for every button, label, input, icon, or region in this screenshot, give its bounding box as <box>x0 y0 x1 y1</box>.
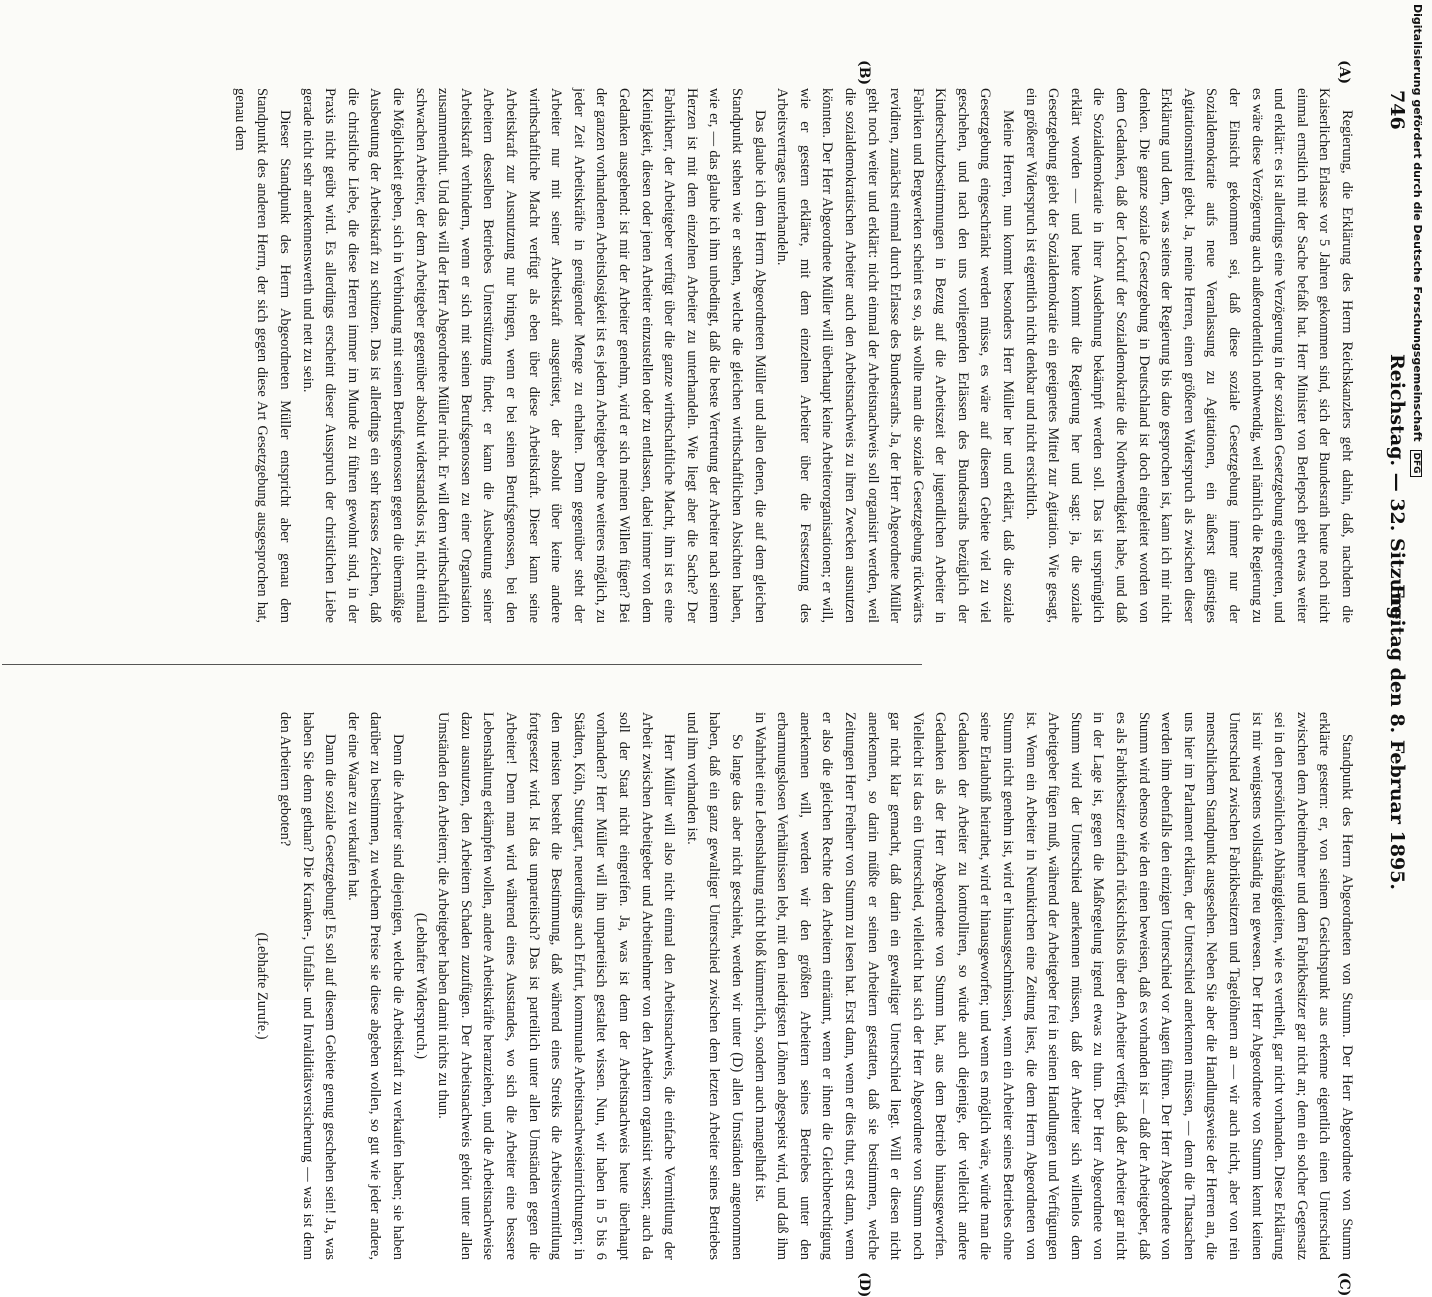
margin-mark-b: (B) <box>856 60 872 86</box>
digitization-credit <box>1410 4 1424 477</box>
paragraph: Dann die soziale Gesetzgebung! Es soll auf diesem Gebiete genug geschehen sein! Ja, was haben Sie denn gethan? Die Kranken-, Unfalls- und Invaliditätsversicherung — was ist denn den Arbeitern geboten? <box>277 712 339 1260</box>
interjection: (Lebhafte Zurufe.) <box>254 932 271 1040</box>
paragraph: Das glaube ich dem Herrn Abgeordneten Müller und allen denen, die auf dem gleichen Standpunkt stehen wie er stehen, welche die gleichen wirthschaftlichen Absichten haben, wie er, — das glaube ich ihm unbedingt, daß die beste Vertretung der Arbeiter nach seinem Herzen ist mit dem einzelnen Arbeiter zu unterhandeln. Wie liegt aber die Sache? Der Fabrikherr, der Arbeitgeber verfügt über die ganze wirthschaftliche Macht, ihm ist es eine Kleinigkeit, diesen oder jenen Arbeiter einzustellen oder zu entlassen, dabei immer von dem Gedanken ausgehend: ist mir der Arbeiter genehm, wird er sich meinen Willen fügen? Bei der ganzen vorhandenen Arbeitslosigkeit ist es jedem Arbeitgeber ohne weiteres möglich, zu jeder Zeit Arbeitskräfte in genügender Menge zu erhalten. Denn gegenüber steht der Arbeiter nur mit seiner Arbeitskraft ausgerüstet, der absolut über keine andere wirthschaftliche Macht verfügt als eben über diese Arbeitskraft. Dieser kann seine Arbeitskraft zur Ausnutzung nur bringen, wenn er bei seinen Berufsgenossen, bei den Arbeitern desselben Betriebes Unterstützung findet; er kann die Ausbeutung seiner Arbeitskraft verhindern, wenn er sich mit seinen Berufsgenossen zu einer Organisation zusammenthut. Und das will der Herr Abgeordnete Müller nicht. Er will dem wirthschaftlich schwachen Arbeiter, der dem Arbeitgeber gegenüber absolut widerstandslos ist, nicht einmal die Möglichkeit geben, sich in Verbindung mit seinen Berufsgenossen gegen die übermäßige Ausbeutung der Arbeitskraft zu schützen. Das ist allerdings ein sehr krasses Zeichen, daß die christliche Liebe, die diese Herren immer im Munde zu führen gewohnt sind, in der Praxis nicht geübt wird. Es allerdings erscheint dieser Ausspruch der christlichen Liebe gerade nicht sehr anerkennenswerth und nett zu sein. <box>299 88 768 623</box>
paragraph: So lange das aber nicht geschieht, werden wir unter (D) allen Umständen angenommen haben, daß ein ganz gewaltiger Unterschied zwischen dem letzten Arbeiter seines Betriebes und ihm vorhanden ist. <box>683 712 745 1260</box>
credit-text: Digitalisierung gefördert durch die Deutsche Forschungsgemeinschaft <box>1411 4 1424 442</box>
paragraph: Standpunkt des Herrn Abgeordneten von Stumm. Der Herr Abgeordnete von Stumm erklärte gestern: er, von seinem Gesichtspunkt aus erkenne eigentlich einen Unterschied zwischen dem Arbeitnehmer und dem Fabrikbesitzer gar nicht an; denn ein solcher Gegensatz sei in den persönlichen Abhängigkeiten, wie es vertheilt, gar nicht vorhanden. Diese Erklärung ist mir wenigstens vollständig neu gewesen. Der Herr Abgeordnete von Stumm kennt keinen Unterschied zwischen Fabrikbesitzern und Tagelöhnern an — wir auch nicht, aber von rein menschlichem Standpunkt ausgesehen. Neben Sie aber die Handlungsweise der Herren an, die uns hier im Parlament erklären, der Unterschied anerkennen müssen, — denn die Thatsachen werden ihm ebenfalls den einzigen Unterschied vor Augen führen. Der Herr Abgeordnete von Stumm wird ebenso wie den einen beweisen, daß es vorhanden ist — daß der Arbeitgeber, daß es als Fabrikbesitzer einfach rücksichtslos über den Arbeiter verfügt, daß der Arbeiter gar nicht in der Lage ist, gegen die Maßregelung irgend etwas zu thun. Der Herr Abgeordnete von Stumm wird der Unterschied anerkennen müssen, daß der Arbeiter sich willenlos dem Arbeitgeber fügen muß, während der Arbeitgeber frei in seinen Handlungen und Verfügungen ist. Wenn ein Arbeiter in Neunkirchen eine Zeitung liest, die dem Herrn Abgeordneten von Stumm nicht genehm ist, wird er hinausgeschmissen, wenn ein Arbeiter seines Betriebes ohne seine Erlaubniß heirathet, wird er hinausgeworfen; und wenn es möglich wäre, würde man die Gedanken der Arbeiter zu kontrolliren, so würde auch diejenige, der vielleicht andere Gedanken als der Herr Abgeordnete von Stumm hat, aus dem Betrieb hinausgeworfen. Vielleicht ist das ein Unterschied, vielleicht hat sich der Herr Abgeordnete von Stumm noch gar nicht klar gemacht, daß darin ein gewaltiger Unterschied liegt. Will er diesen nicht anerkennen, so darin müßte er seinen Arbeitern gestatten, daß sie bestimmen, welche Zeitungen Herr Freiherr von Stumm zu lesen hat. Erst dann, wenn er dies thut, erst dann, wenn er also die gleichen Rechte den Arbeitern einräumt, wenn er ihnen die Gleichberechtigung anerkennen will, werden wir den größten Arbeitern seines Betriebes unter den erbarmungslosen Verhältnissen lebt, mit den niedrigsten Löhnen abgespeist wird, und daß ihm in Wahrheit eine Lebenshaltung nicht bloß kümmerlich, sondern auch mangelhaft ist. <box>751 712 1355 1260</box>
margin-mark-d: (D) <box>856 1272 872 1297</box>
paragraph: Regierung, die Erklärung des Herrn Reichskanzlers geht dahin, daß, nachdem die Kaiserlichen Erlasse vor 5 Jahren gekommen sind, sich der Bundesrath heute noch nicht einmal ernstlich mit der Sache befaßt hat. Herr Minister von Berlepsch geht etwas weiter und erklärt: es ist allerdings eine Verzögerung in der sozialen Gesetzgebung eingetreten, und es wäre diese Verzögerung auch außerordentlich nothwendig, weil nämlich die Regierung zu der Einsicht gekommen sei, daß diese soziale Gesetzgebung immer nur der Sozialdemokratie aufs neue Veranlassung zu Agitationen, ein äußerst günstiges Agitationsmittel giebt. Ja, meine Herren, einen größeren Widerspruch als zwischen dieser Erklärung und dem, was seitens der Regierung bis dato gesprochen ist, kann ich mir nicht denken. Die ganze soziale Gesetzgebung in Deutschland ist doch eingeleitet worden von dem Gedanken, daß der Lockruf der Sozialdemokratie die Nothwendigkeit habe, und daß die Sozialdemokratie in ihrer Ausdehnung bekämpft werden soll. Das ist ursprünglich erklärt worden — und heute kommt die Regierung her und sagt: ja, die soziale Gesetzgebung giebt der Sozialdemokratie ein geeignetes Mittel zur Agitation. Wie gesagt, ein größerer Widerspruch ist eigentlich nicht denkbar und nicht ersichtlich. <box>1022 88 1355 623</box>
paragraph: Dieser Standpunkt des Herrn Abgeordneten Müller entspricht aber genau dem Standpunkt des anderen Herrn, der sich gegen diese Art Gesetzgebung ausgesprochen hat, genau dem <box>231 88 294 623</box>
page-date: Freitag den 8. Februar 1895. <box>1386 584 1408 890</box>
margin-mark-a: (A) <box>1336 60 1352 85</box>
left-column <box>228 88 1358 623</box>
dfg-logo: DFG <box>1410 450 1422 477</box>
margin-mark-c: (C) <box>1336 1272 1352 1297</box>
interjection: (Lebhafter Widerspruch.) <box>412 912 429 1060</box>
paragraph: Herr Müller will also nicht einmal den Arbeitsnachweis, die einfache Vermittlung der Arbeit zwischen Arbeitgeber und Arbeitnehmer von den Arbeitern organisirt wissen; auch da soll der Staat nicht eingreifen. Ja, was ist denn der Arbeitsnachweis heute überhaupt vorhanden? Herr Müller will ihn unparteiisch gestaltet wissen. Nun, wir haben in 5 bis 6 Städten, Köln, Stuttgart, neuerdings auch Erfurt, kommunale Arbeitsnachweiseinrichtungen; in den meisten besteht die Bestimmung, daß während eines Streiks die Arbeitsvermittlung fortgesetzt wird. Ist das unparteiisch? Das ist parteilich unter allen Umständen gegen die Arbeiter! Denn man wird während eines Ausstandes, wo sich die Arbeiter eine bessere Lebenshaltung erkämpfen wollen, andere Arbeitskräfte heranziehen, und die Arbeitsnachweise dazu ausnutzen, den Arbeitern Schaden zuzufügen. Der Arbeitsnachweis gehört unter allen Umständen den Arbeitern; die Arbeitgeber haben damit nichts zu thun. <box>435 712 678 1260</box>
page-header <box>1372 90 1408 890</box>
page-number: 746 <box>1386 90 1408 130</box>
paragraph: Denn die Arbeiter sind diejenigen, welche die Arbeitskraft zu verkaufen haben; sie haben darüber zu bestimmen, zu welchem Preise sie diese abgeben wollen, so gut wie jeder andere, der eine Waare zu verkaufen hat. <box>344 712 407 1260</box>
page-title: Reichstag. — 32. Sitzung. <box>1386 353 1408 627</box>
right-column <box>251 712 1358 1260</box>
column-divider <box>2 664 922 665</box>
paragraph: Meine Herren, nun kommt besonders Herr Müller her und erklärt, daß die soziale Gesetzgebung eingeschränkt werden müsse, es wäre auf diesem Gebiete viel zu viel geschehen, und nach den uns vorliegenden Erlässen des Bundesraths bezüglich der Kinderschutzbestimmungen in Bezug auf die Arbeitszeit der jugendlichen Arbeiter in Fabriken und Bergwerken scheint es so, als wollte man die soziale Gesetzgebung rückwärts revidiren, zunächst einmal durch Erlasse des Bundesraths. Ja, der Herr Abgeordnete Müller geht noch weiter und erklärt: nicht einmal der Arbeitsnachweis soll organisirt werden, weil die sozialdemokratischen Arbeiter auch den Arbeitsnachweis zu ihren Zwecken ausnutzen könnten. Der Herr Abgeordnete Müller will überhaupt keine Arbeiterorganisationen; er will, wie er gestern erklärte, mit dem einzelnen Arbeiter über die Festsetzung des Arbeitsvertrages unterhandeln. <box>774 88 1017 623</box>
